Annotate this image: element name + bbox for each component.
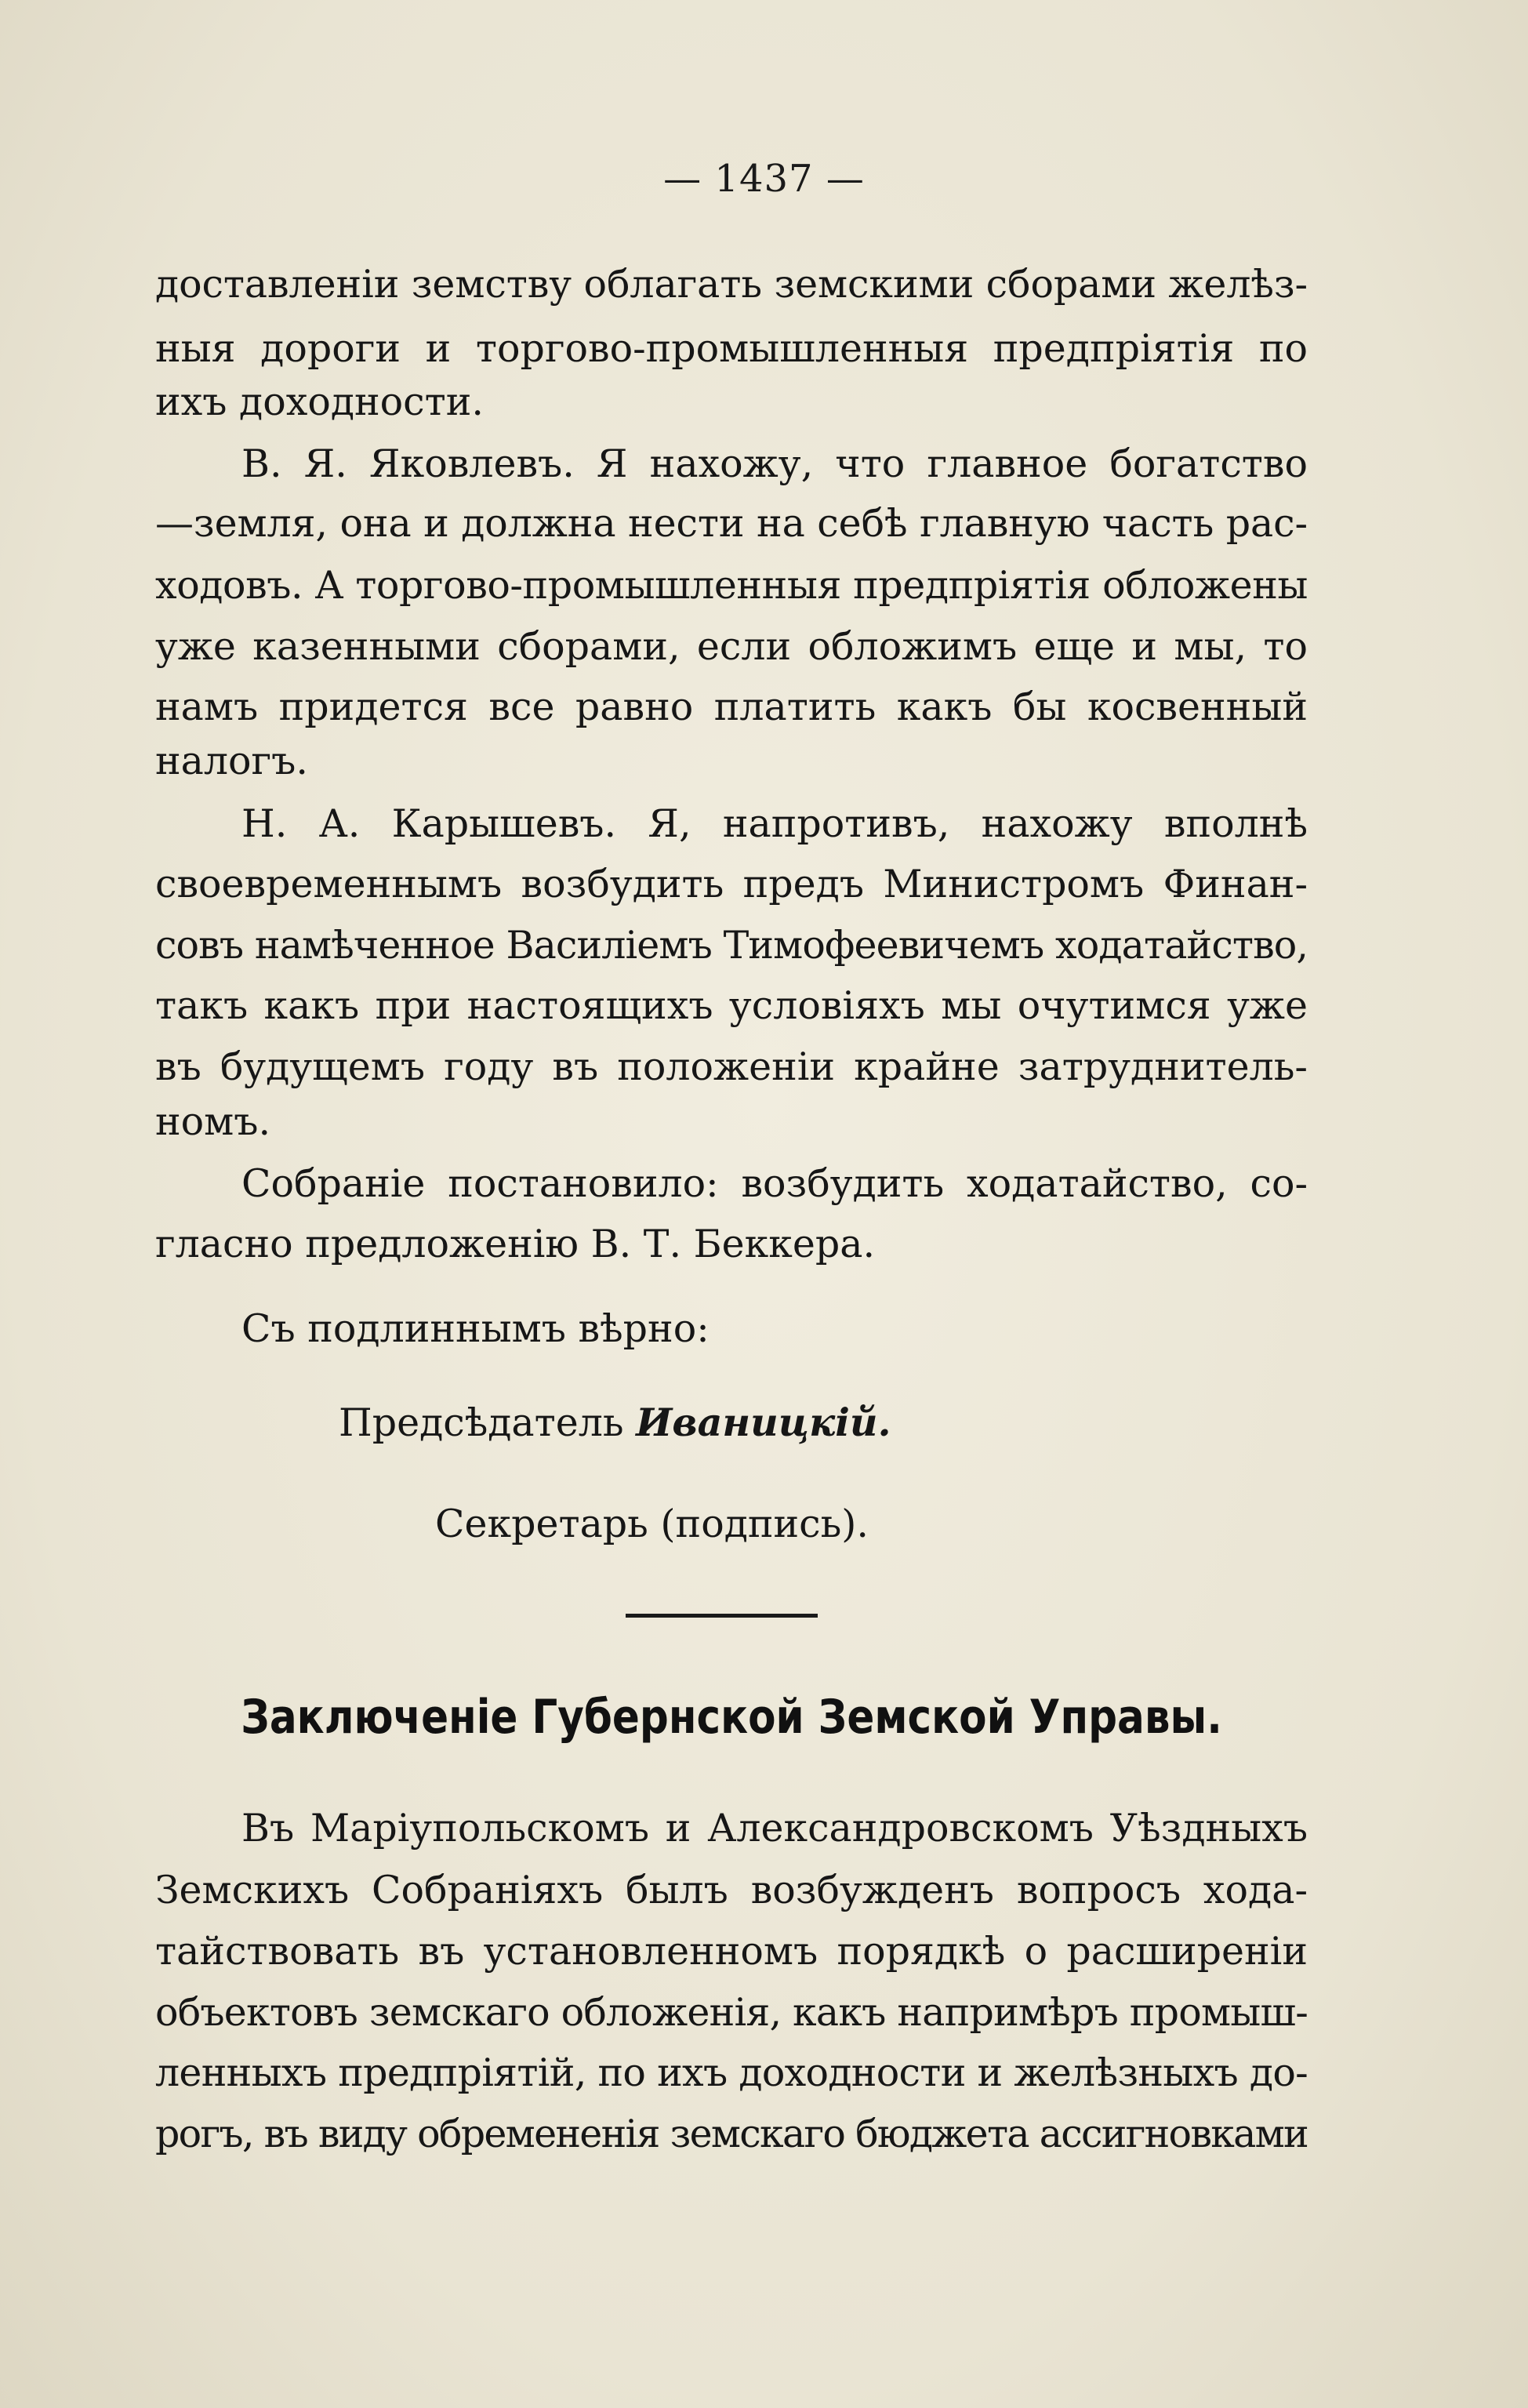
text-line: уже казенными сборами, если обложимъ еще и мы, то bbox=[155, 624, 1308, 669]
text-line: —земля, она и должна нести на себѣ главную часть рас- bbox=[155, 501, 1308, 546]
text-line: номъ. bbox=[155, 1099, 271, 1144]
text-line: намъ придется все равно платить какъ бы косвенный bbox=[155, 685, 1308, 729]
text-line: ходовъ. А торгово-промышленныя предпріятія обложены bbox=[155, 563, 1308, 608]
text-line: налогъ. bbox=[155, 739, 308, 783]
text-line: В. Я. Яковлевъ. Я нахожу, что главное богатство bbox=[241, 441, 1308, 486]
text-line: Земскихъ Собраніяхъ былъ возбужденъ вопросъ хода- bbox=[155, 1868, 1308, 1912]
section-divider bbox=[626, 1614, 818, 1618]
text-line: въ будущемъ году въ положеніи крайне затруднитель- bbox=[155, 1044, 1308, 1089]
text-line: своевременнымъ возбудить предъ Министромъ Финан- bbox=[155, 862, 1308, 906]
text-line: такъ какъ при настоящихъ условіяхъ мы очутимся уже bbox=[155, 983, 1308, 1028]
chairman-name: Иваницкій. bbox=[636, 1400, 891, 1445]
text-line: ныя дороги и торгово-промышленныя предпріятія по bbox=[155, 326, 1308, 371]
text-line: Въ Маріупольскомъ и Александровскомъ Уѣздныхъ bbox=[241, 1806, 1308, 1850]
chairman-label: Предсѣдатель bbox=[339, 1400, 624, 1445]
text-line: объектовъ земскаго обложенія, какъ напримѣръ промыш- bbox=[155, 1990, 1308, 2035]
text-line: гласно предложенію В. Т. Беккера. bbox=[155, 1222, 876, 1266]
text-line: Собраніе постановило: возбудить ходатайство, со- bbox=[241, 1161, 1308, 1206]
text-line: доставленіи земству облагать земскими сборами желѣз- bbox=[155, 262, 1308, 307]
page-number: — 1437 — bbox=[663, 157, 865, 201]
text-line: ленныхъ предпріятій, по ихъ доходности и желѣзныхъ до- bbox=[155, 2050, 1308, 2095]
certified-line: Съ подлиннымъ вѣрно: bbox=[241, 1306, 710, 1351]
chairman-signature bbox=[339, 1399, 891, 1447]
text-line: ихъ доходности. bbox=[155, 380, 484, 424]
secretary-signature: Секретарь (подпись). bbox=[435, 1502, 869, 1546]
text-line: Н. А. Карышевъ. Я, напротивъ, нахожу вполнѣ bbox=[241, 801, 1308, 846]
text-line: совъ намѣченное Василіемъ Тимофеевичемъ ходатайство, bbox=[155, 923, 1308, 968]
text-line: рогъ, въ виду обремененія земскаго бюджета ассигновками bbox=[155, 2112, 1308, 2156]
section-heading: Заключеніе Губернской Земской Управы. bbox=[241, 1690, 1222, 1745]
text-line: тайствовать въ установленномъ порядкѣ о расширеніи bbox=[155, 1929, 1308, 1974]
